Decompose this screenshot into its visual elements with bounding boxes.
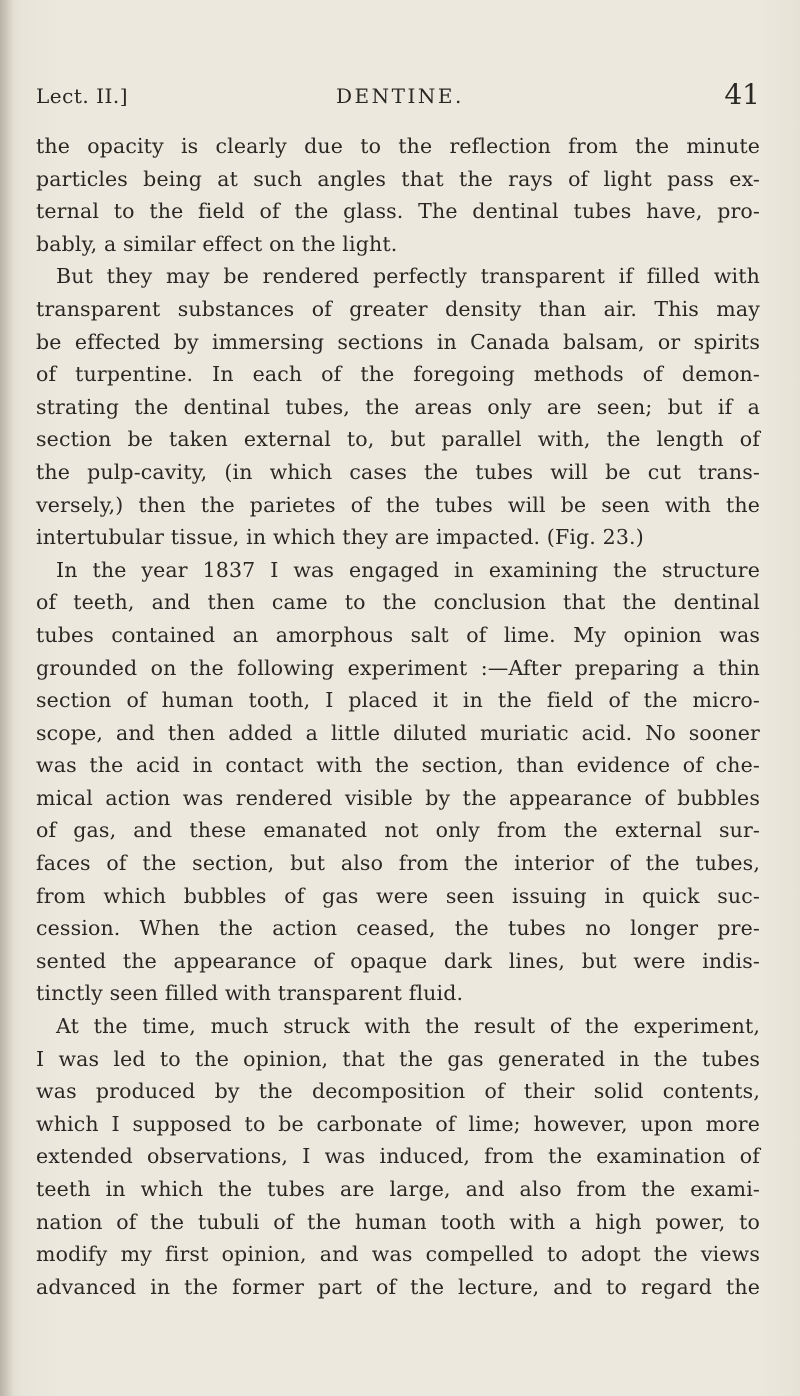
gutter-shadow bbox=[0, 0, 14, 1396]
text-line: section of human tooth, I placed it in the field of the micro- bbox=[36, 688, 760, 713]
text-line: of turpentine. In each of the foregoing methods of demon- bbox=[36, 362, 760, 387]
text-line: be effected by immersing sections in Canada balsam, or spirits bbox=[36, 329, 760, 354]
text-line: cession. When the action ceased, the tubes no longer pre- bbox=[36, 916, 760, 941]
text-line: teeth in which the tubes are large, and also from the exami- bbox=[36, 1177, 760, 1201]
text-line: bably, a similar effect on the light. bbox=[36, 231, 398, 256]
text-line: At the time, much struck with the result of the experiment, bbox=[56, 1014, 760, 1039]
text-line: extended observations, I was induced, from the examination of bbox=[36, 1144, 760, 1169]
text-line: section be taken external to, but parallel with, the length of bbox=[36, 427, 760, 452]
body-text bbox=[36, 130, 760, 1303]
text-line: from which bubbles of gas were seen issuing in quick suc- bbox=[36, 883, 760, 908]
text-line: mical action was rendered visible by the appearance of bubbles bbox=[36, 785, 760, 810]
text-line: But they may be rendered perfectly transparent if filled with bbox=[56, 264, 760, 289]
text-line: tinctly seen filled with transparent fluid. bbox=[36, 981, 464, 1006]
text-line: versely,) then the parietes of the tubes will be seen with the bbox=[36, 492, 760, 517]
text-line: In the year 1837 I was engaged in examining the structure bbox=[56, 557, 760, 582]
text-line: was the acid in contact with the section, than evidence of che- bbox=[36, 753, 760, 778]
text-line: ternal to the field of the glass. The dentinal tubes have, pro- bbox=[36, 199, 760, 224]
text-line: was produced by the decomposition of their solid contents, bbox=[36, 1079, 760, 1104]
text-line: transparent substances of greater density than air. This may bbox=[36, 296, 760, 321]
text-line: which I supposed to be carbonate of lime; however, upon more bbox=[36, 1111, 760, 1136]
text-line: scope, and then added a little diluted muriatic acid. No sooner bbox=[36, 720, 760, 745]
text-line: nation of the tubuli of the human tooth with a high power, to bbox=[36, 1209, 760, 1234]
text-line: strating the dentinal tubes, the areas only are seen; but if a bbox=[36, 394, 760, 419]
text-line: grounded on the following experiment :—After preparing a thin bbox=[36, 655, 760, 680]
running-head bbox=[36, 78, 760, 118]
running-head-lecture: Lect. II.] bbox=[36, 84, 129, 108]
text-line: advanced in the former part of the lecture, and to regard the bbox=[36, 1274, 760, 1299]
running-head-title: DENTINE. bbox=[336, 84, 464, 108]
text-line: faces of the section, but also from the interior of the tubes, bbox=[36, 851, 760, 876]
text-line: particles being at such angles that the rays of light pass ex- bbox=[36, 166, 760, 191]
page-number: 41 bbox=[724, 78, 760, 111]
text-line: of gas, and these emanated not only from the external sur- bbox=[36, 818, 760, 843]
text-line: modify my first opinion, and was compelled to adopt the views bbox=[36, 1242, 760, 1267]
text-line: I was led to the opinion, that the gas generated in the tubes bbox=[36, 1046, 760, 1071]
text-line: tubes contained an amorphous salt of lime. My opinion was bbox=[36, 622, 760, 647]
text-line: sented the appearance of opaque dark lines, but were indis- bbox=[36, 948, 760, 973]
text-line: the opacity is clearly due to the reflection from the minute bbox=[36, 134, 760, 158]
text-line: intertubular tissue, in which they are impacted. (Fig. 23.) bbox=[36, 525, 644, 550]
text-line: the pulp-cavity, (in which cases the tubes will be cut trans- bbox=[36, 459, 760, 484]
text-line: of teeth, and then came to the conclusion that the dentinal bbox=[36, 590, 760, 615]
